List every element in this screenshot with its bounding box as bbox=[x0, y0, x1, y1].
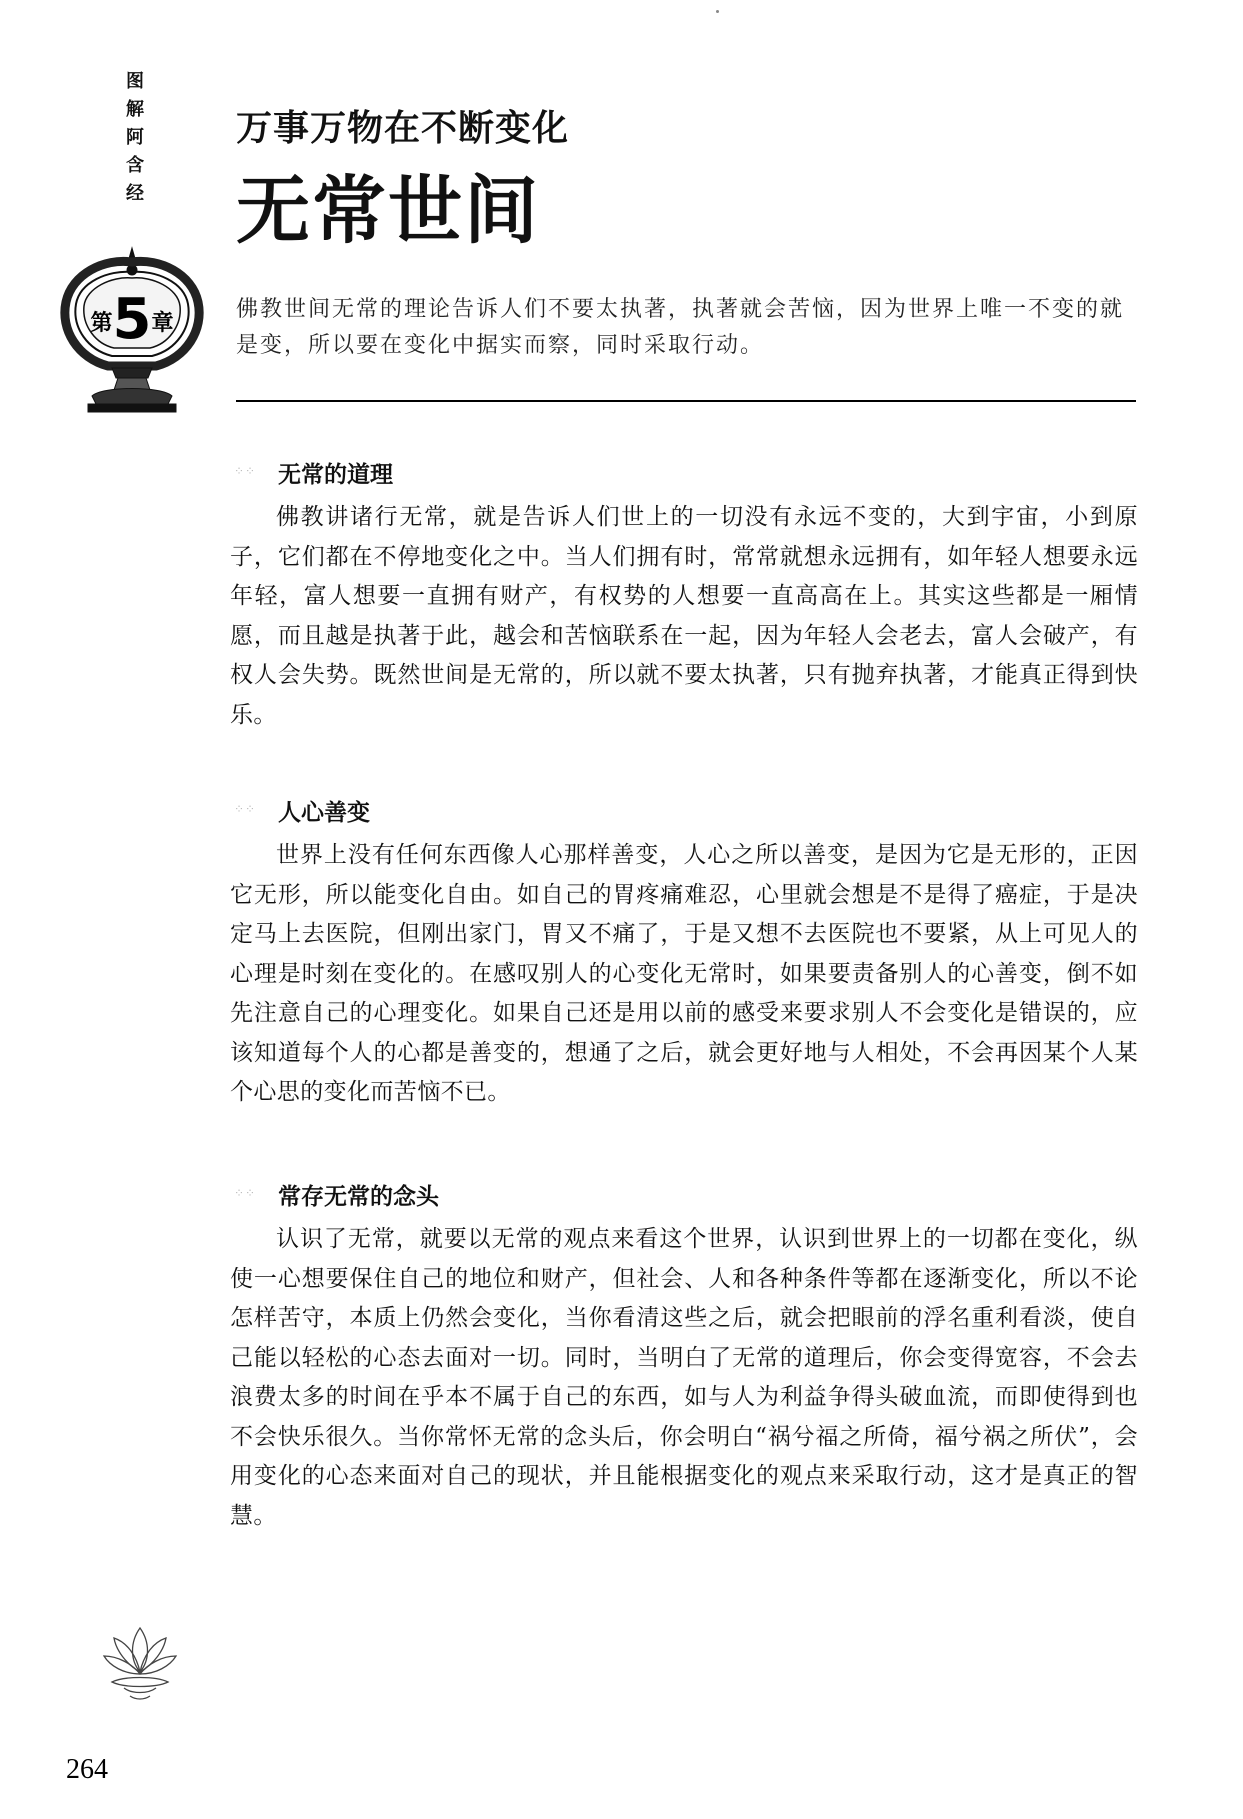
chapter-badge bbox=[52, 218, 212, 418]
book-title-char: 含 bbox=[126, 155, 144, 176]
section-marker-icon: ⁘⁘ bbox=[234, 464, 257, 478]
section-heading: 无常的道理 bbox=[278, 462, 393, 488]
chapter-prefix: 第 bbox=[90, 311, 113, 336]
section-fickle-heart bbox=[226, 796, 1138, 1113]
book-title-char: 图 bbox=[126, 71, 144, 92]
book-title-char: 经 bbox=[126, 183, 144, 204]
chapter-suffix: 章 bbox=[151, 311, 174, 336]
page-title: 无常世间 bbox=[236, 168, 540, 254]
section-body: 认识了无常，就要以无常的观点来看这个世界，认识到世界上的一切都在变化，纵使一心想要保住自己的地位和财产，但社会、人和各种条件等都在逐渐变化，所以不论怎样苦守，本质上仍然会变化，当你看清这些之后，就会把眼前的浮名重利看淡，使自己能以轻松的心态去面对一切。同时，当明白了无常的道理后，你会变得宽容，不会去浪费太多的时间在乎本不属于自己的东西，如与人为利益争得头破血流，而即使得到也不会快乐很久。当你常怀无常的念头后，你会明白“祸兮福之所倚，福兮祸之所伏”，会用变化的心态来面对自己的现状，并且能根据变化的观点来采取行动，这才是真正的智慧。 bbox=[230, 1226, 1138, 1529]
section-marker-icon: ⁘⁘ bbox=[234, 802, 257, 816]
section-heading: 常存无常的念头 bbox=[278, 1184, 439, 1210]
book-title-vertical bbox=[120, 68, 150, 208]
book-title-char: 解 bbox=[126, 99, 144, 120]
scan-speck bbox=[716, 10, 719, 13]
page-number: 264 bbox=[66, 1754, 108, 1785]
chapter-number: 5 bbox=[112, 287, 152, 352]
intro-paragraph: 佛教世间无常的理论告诉人们不要太执著，执著就会苦恼，因为世界上唯一不变的就是变，所以要在变化中据实而察，同时采取行动。 bbox=[236, 297, 1125, 358]
section-body: 世界上没有任何东西像人心那样善变，人心之所以善变，是因为它是无形的，正因它无形，所以能变化自由。如自己的胃疼痛难忍，心里就会想是不是得了癌症，于是决定马上去医院，但刚出家门，胃又不痛了，于是又想不去医院也不要紧，从上可见人的心理是时刻在变化的。在感叹别人的心变化无常时，如果要责备别人的心善变，倒不如先注意自己的心理变化。如果自己还是用以前的感受来要求别人不会变化是错误的，应该知道每个人的心都是善变的，想通了之后，就会更好地与人相处，不会再因某个人某个心思的变化而苦恼不已。 bbox=[230, 842, 1138, 1105]
page-subtitle: 万事万物在不断变化 bbox=[236, 107, 570, 149]
book-title-char: 阿 bbox=[126, 127, 144, 148]
divider bbox=[236, 400, 1136, 402]
section-heading: 人心善变 bbox=[278, 800, 370, 826]
section-body: 佛教讲诸行无常，就是告诉人们世上的一切没有永远不变的，大到宇宙，小到原子，它们都在不停地变化之中。当人们拥有时，常常就想永远拥有，如年轻人想要永远年轻，富人想要一直拥有财产，有权势的人想要一直高高在上。其实这些都是一厢情愿，而且越是执著于此，越会和苦恼联系在一起，因为年轻人会老去，富人会破产，有权人会失势。既然世间是无常的，所以就不要太执著，只有抛弃执著，才能真正得到快乐。 bbox=[230, 504, 1138, 728]
chapter-label bbox=[52, 287, 212, 352]
section-keep-impermanence-in-mind bbox=[226, 1180, 1138, 1536]
lotus-icon bbox=[100, 1620, 180, 1710]
section-marker-icon: ⁘⁘ bbox=[234, 1186, 257, 1200]
section-impermanence-principle bbox=[226, 458, 1138, 735]
